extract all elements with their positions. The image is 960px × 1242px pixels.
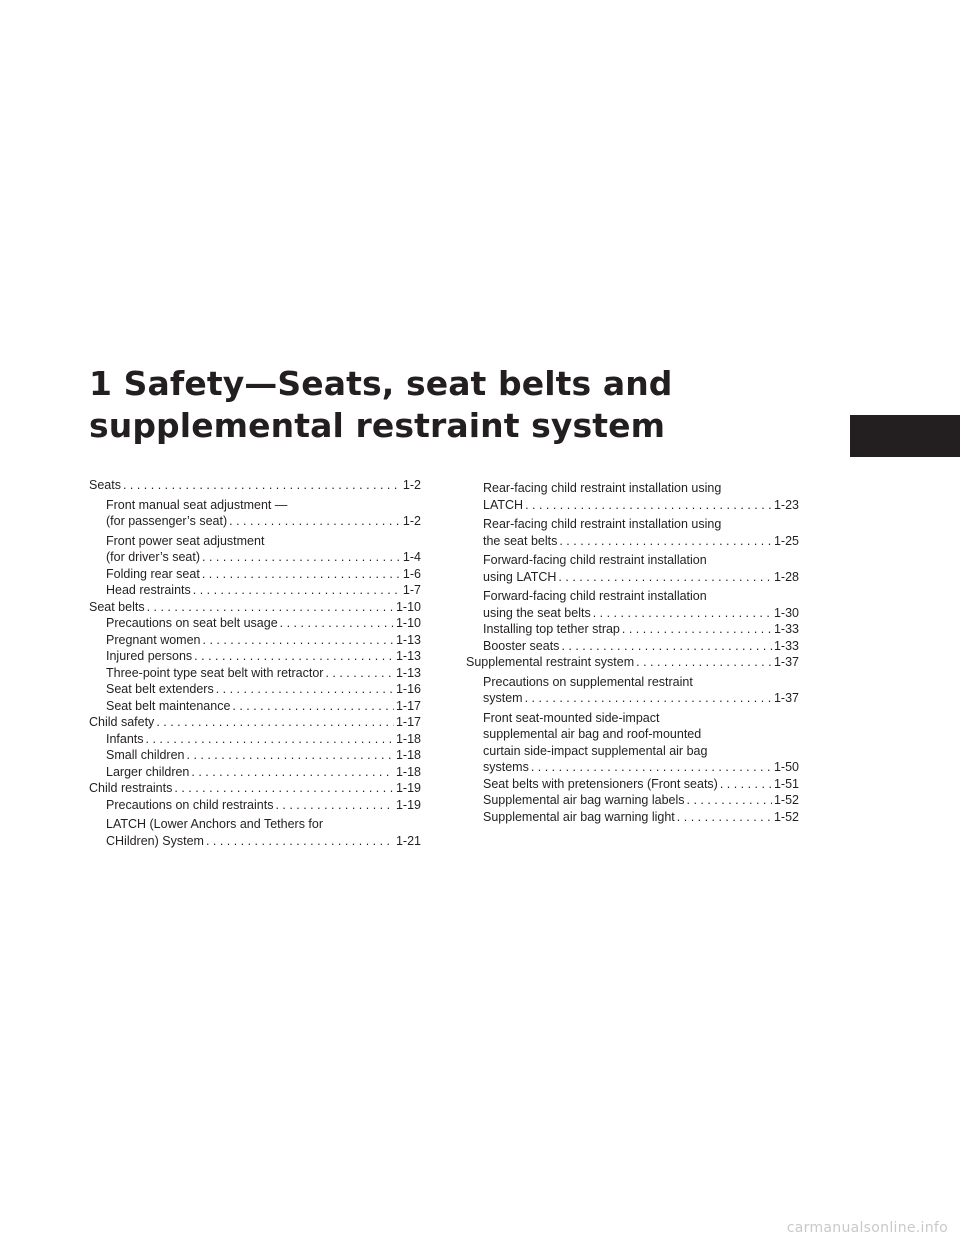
toc-page-number: 1-28 <box>773 569 799 584</box>
toc-entry-text: LATCH (Lower Anchors and Tethers for <box>106 817 323 831</box>
toc-entry-lastline <box>106 698 421 715</box>
toc-subsection-entry[interactable] <box>89 747 421 764</box>
toc-dot-leader <box>229 513 401 530</box>
toc-page-number: 1-51 <box>773 776 799 791</box>
toc-entry-text: Larger children <box>106 764 190 779</box>
toc-page-number: 1-23 <box>773 497 799 512</box>
toc-page-number: 1-4 <box>402 550 421 564</box>
toc-entry-lastline <box>106 582 421 599</box>
toc-subsection-entry[interactable] <box>89 698 421 715</box>
toc-entry-lastline <box>106 513 421 530</box>
toc-page-number: 1-10 <box>395 599 421 614</box>
toc-entry-text: Supplemental restraint system <box>466 655 635 669</box>
toc-entry-text: using LATCH <box>483 569 557 584</box>
toc-subsection-entry[interactable] <box>89 632 421 649</box>
toc-subsection-entry[interactable] <box>466 792 799 809</box>
watermark: carmanualsonline.info <box>786 1220 948 1236</box>
toc-entry-text: Head restraints <box>106 583 191 597</box>
toc-subsection-entry[interactable] <box>89 665 421 682</box>
toc-entry-lastline <box>106 549 421 566</box>
toc-entry-text: LATCH <box>483 497 524 512</box>
toc-entry-text: Seat belts with pretensioners (Front seats) <box>483 776 718 791</box>
toc-entry-lastline <box>483 569 799 586</box>
toc-entry-lastline <box>106 648 421 665</box>
toc-entry-text: Injured persons <box>106 649 193 663</box>
toc-entry-text: Supplemental air bag warning light <box>483 809 675 824</box>
toc-entry-text: Seat belts <box>89 599 145 614</box>
toc-subsection-entry[interactable] <box>89 533 421 566</box>
toc-subsection-entry[interactable] <box>89 764 421 781</box>
toc-entry-lastline <box>483 497 799 514</box>
toc-entry-text: CHildren) System <box>106 833 204 848</box>
toc-page-number: 1-21 <box>395 833 421 848</box>
toc-entry-text: supplemental air bag and roof-mounted <box>483 727 702 741</box>
toc-dot-leader <box>174 780 394 797</box>
toc-page-number: 1-7 <box>402 583 421 597</box>
toc-entry-lastline <box>483 690 799 707</box>
toc-dot-leader <box>216 681 394 698</box>
toc-page-number: 1-16 <box>395 682 421 696</box>
toc-entry-text: the seat belts <box>483 533 558 548</box>
toc-dot-leader <box>677 809 772 826</box>
toc-dot-leader <box>531 759 772 776</box>
toc-page-number: 1-18 <box>395 764 421 779</box>
toc-entry-lastline <box>89 599 421 616</box>
toc-page-number: 1-6 <box>402 566 421 581</box>
toc-page-number: 1-13 <box>395 665 421 680</box>
toc-subsection-entry[interactable] <box>89 582 421 599</box>
toc-entry-text: Small children <box>106 748 185 762</box>
toc-page-number: 1-10 <box>395 616 421 630</box>
toc-page-number: 1-33 <box>773 622 799 636</box>
toc-dot-leader <box>720 776 772 793</box>
toc-entry-text: Child restraints <box>89 781 173 795</box>
toc-subsection-entry[interactable] <box>89 615 421 632</box>
toc-section-entry[interactable] <box>89 714 421 731</box>
toc-page-number: 1-30 <box>773 605 799 620</box>
toc-section-entry[interactable] <box>89 780 421 797</box>
toc-entry-lastline <box>483 776 799 793</box>
toc-dot-leader <box>194 648 394 665</box>
toc-page-number: 1-37 <box>773 691 799 705</box>
toc-subsection-entry[interactable] <box>89 566 421 583</box>
toc-page-number: 1-17 <box>395 698 421 713</box>
toc-entry-text: Supplemental air bag warning labels <box>483 793 685 807</box>
toc-entry-text: Seats <box>89 478 121 492</box>
toc-entry-text: (for driver’s seat) <box>106 550 201 564</box>
toc-dot-leader <box>525 497 772 514</box>
toc-subsection-entry[interactable] <box>466 621 799 638</box>
toc-dot-leader <box>202 549 401 566</box>
toc-subsection-entry[interactable] <box>466 809 799 826</box>
toc-dot-leader <box>123 477 401 494</box>
toc-dot-leader <box>636 654 772 671</box>
toc-entry-text: using the seat belts <box>483 605 591 620</box>
toc-entry-text: Precautions on supplemental restraint <box>483 674 693 689</box>
toc-section-entry[interactable] <box>466 654 799 671</box>
toc-entry-text: Precautions on child restraints <box>106 797 274 812</box>
toc-entry-text: Seat belt maintenance <box>106 698 231 713</box>
toc-page-number: 1-18 <box>395 731 421 746</box>
toc-dot-leader <box>559 533 772 550</box>
toc-entry-text: Front manual seat adjustment — <box>106 497 288 512</box>
toc-entry-text: Infants <box>106 731 144 746</box>
toc-entry-lastline <box>89 780 421 797</box>
toc-entry-lastline <box>466 654 799 671</box>
toc-page-number: 1-2 <box>402 478 421 492</box>
toc-subsection-entry[interactable] <box>89 797 421 814</box>
toc-entry-lastline <box>483 533 799 550</box>
toc-entry-text: Folding rear seat <box>106 566 200 581</box>
toc-page-number: 1-50 <box>773 760 799 774</box>
toc-dot-leader <box>558 569 772 586</box>
toc-entry-text: Installing top tether strap <box>483 622 620 636</box>
toc-entry-text: system <box>483 691 523 705</box>
toc-section-entry[interactable] <box>89 477 421 494</box>
toc-entry-text: Forward-facing child restraint installation <box>483 589 707 603</box>
toc-dot-leader <box>206 833 394 850</box>
toc-entry-lastline <box>106 632 421 649</box>
toc-entry-text: Front seat-mounted side-impact <box>483 710 660 725</box>
toc-entry-text: systems <box>483 760 529 774</box>
toc-entry-text: Booster seats <box>483 638 560 653</box>
toc-page-number: 1-52 <box>773 793 799 807</box>
toc-entry-lastline <box>106 566 421 583</box>
toc-entry-lastline <box>106 615 421 632</box>
toc-entry-lastline <box>483 621 799 638</box>
toc-dot-leader <box>146 731 394 748</box>
toc-dot-leader <box>193 582 401 599</box>
toc-subsection-entry[interactable] <box>89 681 421 698</box>
toc-entry-text: curtain side-impact supplemental air bag <box>483 743 708 758</box>
toc-entry-text: Pregnant women <box>106 632 201 647</box>
toc-dot-leader <box>202 566 401 583</box>
toc-left-column <box>89 477 421 849</box>
chapter-title-line-1: 1 Safety—Seats, seat belts and <box>89 364 673 403</box>
toc-entry-lastline <box>89 477 421 494</box>
toc-section-entry[interactable] <box>89 599 421 616</box>
chapter-title <box>89 363 789 447</box>
toc-entry-text: Front power seat adjustment <box>106 533 265 548</box>
toc-entry-lastline <box>106 747 421 764</box>
toc-page-number: 1-52 <box>773 809 799 824</box>
toc-entry-text: Rear-facing child restraint installation using <box>483 517 722 531</box>
toc-subsection-entry[interactable] <box>466 776 799 793</box>
toc-dot-leader <box>203 632 394 649</box>
toc-right-column <box>466 477 799 825</box>
toc-subsection-entry[interactable] <box>89 497 421 530</box>
toc-page-number: 1-17 <box>395 715 421 729</box>
toc-subsection-entry[interactable] <box>466 552 799 585</box>
toc-entry-text: Rear-facing child restraint installation using <box>483 481 722 495</box>
toc-entry-lastline <box>483 605 799 622</box>
toc-entry-lastline <box>106 681 421 698</box>
toc-entry-lastline <box>89 714 421 731</box>
toc-page-number: 1-13 <box>395 632 421 647</box>
toc-subsection-entry[interactable] <box>466 480 799 513</box>
toc-dot-leader <box>622 621 772 638</box>
toc-dot-leader <box>593 605 772 622</box>
toc-entry-text: Forward-facing child restraint installation <box>483 553 707 567</box>
toc-dot-leader <box>187 747 394 764</box>
toc-subsection-entry[interactable] <box>466 710 799 776</box>
toc-subsection-entry[interactable] <box>466 674 799 707</box>
toc-entry-lastline <box>483 792 799 809</box>
toc-page-number: 1-2 <box>402 514 421 528</box>
toc-entry-lastline <box>483 809 799 826</box>
toc-subsection-entry[interactable] <box>466 588 799 621</box>
toc-dot-leader <box>687 792 772 809</box>
toc-page-number: 1-33 <box>773 638 799 653</box>
toc-dot-leader <box>275 797 394 814</box>
toc-page-number: 1-19 <box>395 797 421 812</box>
toc-entry-lastline <box>483 759 799 776</box>
toc-entry-lastline <box>106 764 421 781</box>
toc-subsection-entry[interactable] <box>89 648 421 665</box>
toc-page-number: 1-19 <box>395 781 421 795</box>
chapter-tab-marker <box>850 415 960 457</box>
toc-entry-lastline <box>106 797 421 814</box>
toc-entry-lastline <box>483 638 799 655</box>
toc-entry-lastline <box>106 665 421 682</box>
toc-dot-leader <box>232 698 394 715</box>
toc-subsection-entry[interactable] <box>89 816 421 849</box>
toc-entry-text: Three-point type seat belt with retractor <box>106 665 324 680</box>
toc-dot-leader <box>191 764 394 781</box>
toc-dot-leader <box>156 714 394 731</box>
toc-page-number: 1-37 <box>773 655 799 669</box>
toc-page-number: 1-25 <box>773 533 799 548</box>
toc-dot-leader <box>280 615 394 632</box>
toc-subsection-entry[interactable] <box>89 731 421 748</box>
toc-entry-text: Child safety <box>89 715 155 729</box>
toc-entry-lastline <box>106 731 421 748</box>
toc-page-number: 1-18 <box>395 748 421 762</box>
toc-entry-lastline <box>106 833 421 850</box>
toc-dot-leader <box>325 665 394 682</box>
toc-subsection-entry[interactable] <box>466 638 799 655</box>
toc-dot-leader <box>525 690 772 707</box>
toc-subsection-entry[interactable] <box>466 516 799 549</box>
toc-dot-leader <box>147 599 394 616</box>
toc-entry-text: Precautions on seat belt usage <box>106 616 278 630</box>
chapter-title-line-2: supplemental restraint system <box>89 406 666 445</box>
toc-entry-text: (for passenger’s seat) <box>106 514 228 528</box>
toc-entry-text: Seat belt extenders <box>106 682 214 696</box>
toc-page-number: 1-13 <box>395 649 421 663</box>
toc-dot-leader <box>561 638 772 655</box>
